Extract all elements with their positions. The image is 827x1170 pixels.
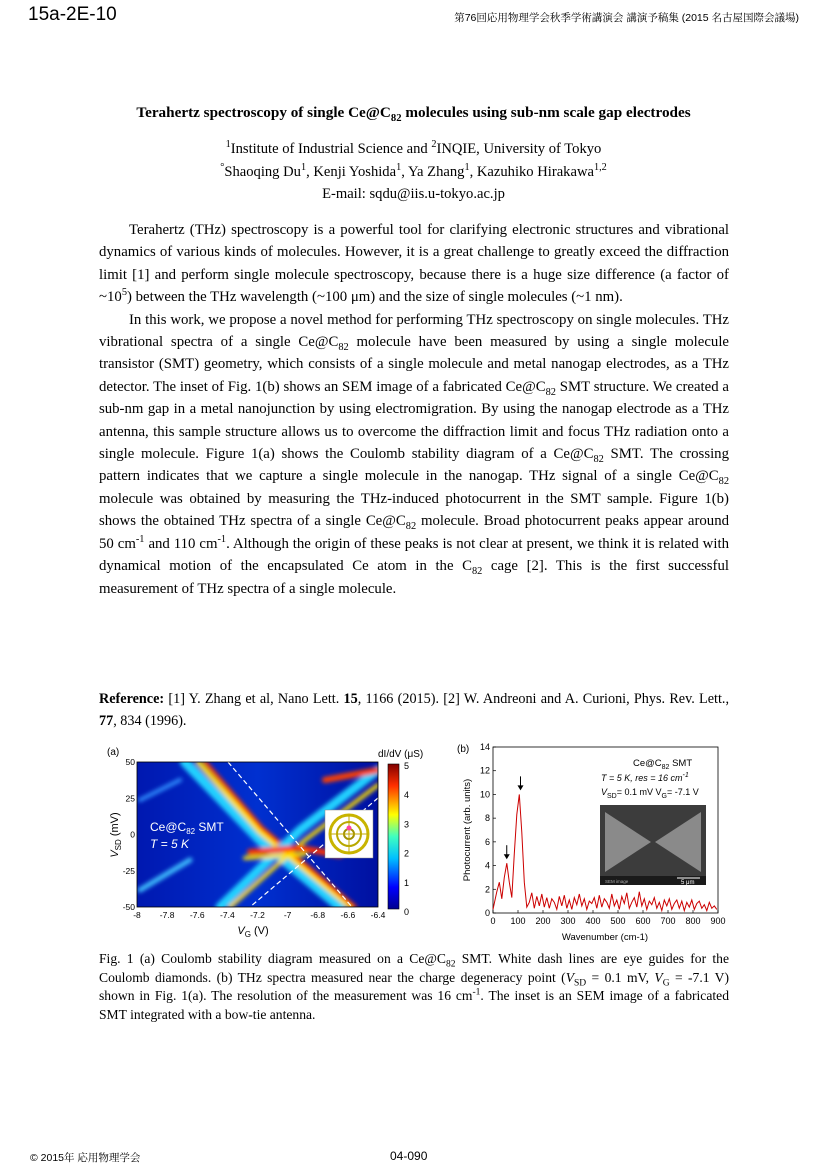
figure-b-y-tick-label: 0 <box>484 908 490 918</box>
figure-a-colorbar <box>388 764 399 909</box>
figure-b-x-ticks <box>490 910 725 926</box>
figure-b-x-tick-label: 600 <box>635 916 651 926</box>
figure-a-x-tick-label: -7.8 <box>159 910 175 920</box>
figure-a-x-tick-label: -7.6 <box>189 910 205 920</box>
figure-b-x-tick-label: 100 <box>510 916 526 926</box>
figure-a-x-tick-label: -6.6 <box>340 910 356 920</box>
figure-a-y-tick-label: 50 <box>125 757 135 767</box>
figure-b-inset-line-1: T = 5 K, res = 16 $cm^{-1}$ <box>601 772 689 783</box>
figure-a-x-tick-label: -6.4 <box>370 910 386 920</box>
figure-a-colorbar-tick-label: 4 <box>404 790 410 801</box>
figure-a-x-ticks <box>133 910 385 920</box>
figure-b-y-tick-label: 4 <box>484 860 490 871</box>
conference-header: 第76回応用物理学会秋季学術講演会 講演予稿集 (2015 名古屋国際会議場) <box>454 12 799 24</box>
figure-a-x-tick-label: -7.2 <box>250 910 265 920</box>
peak-arrow-head <box>504 854 510 859</box>
affiliations: $^1$Institute of Industrial Science and $^2$INQIE, University of Tokyo <box>225 139 602 157</box>
figure-caption: Fig. 1 (a) Coulomb stability diagram measured on a $Ce@C_{82}$ SMT. White dash lines are eye guides for the Coulomb diamonds. (b) THz spectra measured near the charge degeneracy point ($V_{SD} = 0.1$ mV, $V_G = -7.1$ V) shown in Fig. 1(a). The resolution of the measurement was 16 $cm^{-1}$. The inset is an SEM image of a fabricated SMT integrated with a bow-tie antenna. <box>99 951 729 1022</box>
figure-b-y-tick-label: 14 <box>479 742 490 752</box>
figure-b-panel-label: (b) <box>457 744 470 755</box>
figure-b-x-tick-label: 700 <box>660 916 676 926</box>
figure-a-colorbar-tick-label: 2 <box>404 848 410 859</box>
figure-a-x-axis-label: $V_G$ (V) <box>237 925 269 939</box>
figure-a-x-tick-label: -7.4 <box>220 910 235 920</box>
figure-a-colorbar-ticks <box>404 761 409 917</box>
figure-b-y-tick-label: 6 <box>484 836 490 847</box>
figure-a-y-tick-label: -50 <box>122 902 135 912</box>
figure-b-y-tick-label: 12 <box>479 765 490 776</box>
session-code: 15a-2E-10 <box>28 4 117 25</box>
figure-b-inset-line-2: $V_{SD}= 0.1$ mV $V_G= -7.1$ V <box>601 787 699 800</box>
figure-b-x-tick-label: 0 <box>490 916 496 926</box>
authors: °Shaoqing Du$^1$, Kenji Yoshida$^1$, Ya Zhang$^1$, Kazuhiko Hirakawa$^{1,2}$ <box>220 162 607 180</box>
figure-a-panel-label: (a) <box>107 747 120 758</box>
figure-b-x-tick-label: 500 <box>610 916 626 926</box>
figure-a-x-tick-label: -8 <box>133 910 141 920</box>
figure-b-x-tick-label: 900 <box>710 916 726 926</box>
figure-a-y-tick-label: -25 <box>122 865 135 876</box>
figure-b-x-axis-label: Wavenumber (cm-1) <box>561 932 649 943</box>
paragraph-2: In this work, we propose a novel method for performing THz spectroscopy on single molecules. THz vibrational spectra of a single $Ce@C_{82}$ molecule have been measured by using a single molecule transistor (SMT) geometry, which consists of a single molecule and metal nanogap electrodes, as a THz detector. The inset of Fig. 1(b) shows an SEM image of a fabricated $Ce@C_{82}$ SMT structure. We created a sub-nm gap in a metal nanojunction by using electromigration. By using the nanogap electrode as a THz antenna, this sample structure allows us to overcome the diffraction limit and focus THz radiation onto a single molecule. Figure 1(a) shows the Coulomb stability diagram of a $Ce@C_{82}$ SMT. The crossing pattern indicates that we capture a single molecule in the nanogap. THz signal of a single $Ce@C_{82}$ molecule was obtained by measuring the THz-induced photocurrent in the SMT sample. Figure 1(b) shows the obtained THz spectra of a single $Ce@C_{82}$ molecule. Broad photocurrent peaks appear around 50 $cm^{-1}$ and 110 $cm^{-1}$. Although the origin of these peaks is not clear at present, we think it is related with dynamical motion of the encapsulated Ce atom in the $C_{82}$ cage [2]. This is the first successful measurement of THz spectra of a single molecule. <box>99 311 729 597</box>
figure-a-y-tick-label: 25 <box>125 793 135 804</box>
page-number: 04-090 <box>390 1149 428 1163</box>
figure-a-x-tick-label: -7 <box>283 910 292 920</box>
sem-footer-text: SEM image <box>605 879 629 884</box>
figure-a-coulomb-diagram <box>100 740 440 945</box>
figure-b-x-tick-label: 200 <box>535 916 551 926</box>
figure-a-x-tick-label: -6.8 <box>310 910 326 920</box>
figure-a-y-axis-label: $V_{SD}$ (mV) <box>109 812 123 858</box>
figure-b-inset-title: $Ce@C_{82}$ SMT <box>633 758 693 771</box>
figure-b-thz-spectrum <box>455 740 745 945</box>
figure-b-y-axis-label: Photocurrent (arb. units) <box>462 778 473 882</box>
figure-a-colorbar-tick-label: 5 <box>404 761 410 771</box>
figure-a-colorbar-tick-label: 0 <box>404 907 410 917</box>
paper-title: Terahertz spectroscopy of single $Ce@C_{82}$ molecules using sub-nm scale gap electrodes <box>136 104 691 125</box>
peak-arrow-head <box>518 785 524 790</box>
figure-a-label-temperature: T = 5 K <box>150 837 190 851</box>
figure-b-x-tick-label: 300 <box>560 916 576 926</box>
figure-a-colorbar-label: dI/dV (μS) <box>378 749 424 760</box>
sem-inset-image <box>600 805 706 886</box>
body-text <box>99 219 729 600</box>
figure-a-y-tick-label: 0 <box>130 829 135 840</box>
figure-b-y-tick-label: 2 <box>484 884 490 895</box>
figure-b-y-ticks <box>480 742 496 918</box>
figure-b-x-tick-label: 800 <box>685 916 701 926</box>
paragraph-1: Terahertz (THz) spectroscopy is a powerful tool for clarifying electronic structures and vibrational dynamics of various kinds of molecules. However, it is a great challenge to greatly exceed the diffraction limit [1] and perform single molecule spectroscopy, because there is a huge size difference (a factor of $\sim 10^5$) between the THz wavelength (~100 μm) and the size of single molecules (~1 nm). <box>99 222 729 306</box>
copyright: © 2015年 応用物理学会 <box>30 1152 141 1164</box>
figure-a-y-ticks <box>123 757 136 912</box>
figure-a-colorbar-tick-label: 1 <box>404 877 410 888</box>
molecule-inset-image <box>325 810 373 858</box>
figure-a-colorbar-tick-label: 3 <box>404 819 410 830</box>
scale-bar-label: 5 μm <box>681 880 695 886</box>
figure-b-y-tick-label: 10 <box>479 789 490 800</box>
figure-b-y-tick-label: 8 <box>484 813 490 824</box>
reference-block: Reference: [1] Y. Zhang et al, Nano Lett. 15, 1166 (2015). [2] W. Andreoni and A. Curioni, Phys. Rev. Lett., 77, 834 (1996). <box>99 691 729 729</box>
figure-a-label-molecule: $Ce@C_{82}$ SMT <box>150 820 224 836</box>
figure-b-x-tick-label: 400 <box>585 916 601 926</box>
email: E-mail: sqdu@iis.u-tokyo.ac.jp <box>322 186 505 202</box>
